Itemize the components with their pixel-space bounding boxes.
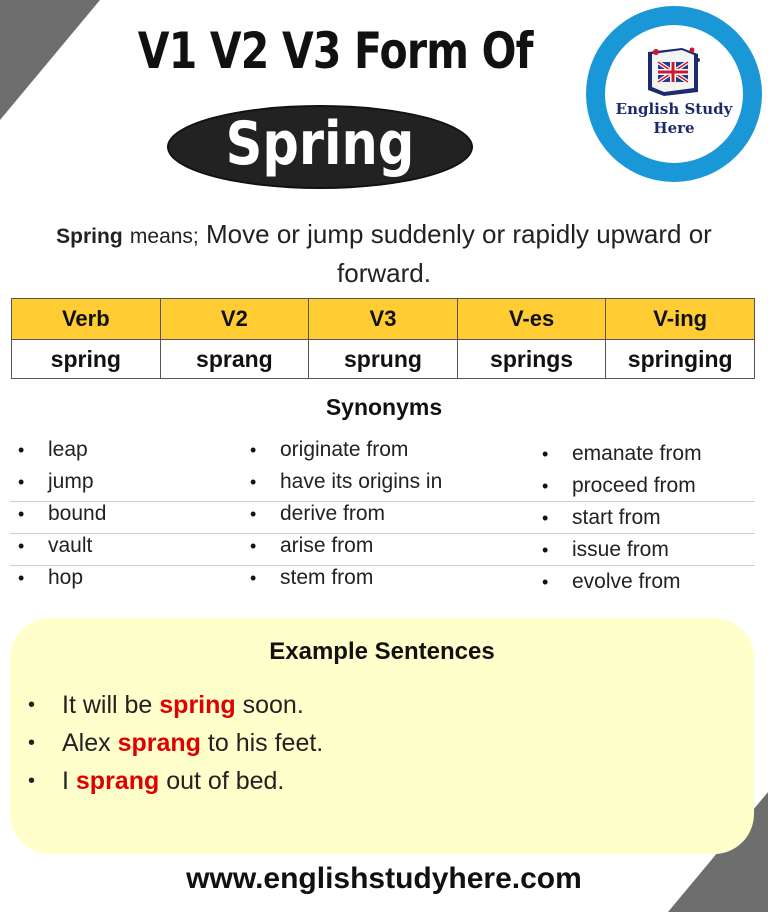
bullet-icon: • <box>18 472 25 492</box>
corner-decoration-top-left <box>0 0 100 120</box>
bullet-icon: • <box>542 572 549 592</box>
bullet-icon: • <box>542 540 549 560</box>
forms-value-row <box>12 340 755 379</box>
synonym-item: • leap <box>10 434 240 466</box>
synonym-item: • jump <box>10 466 240 498</box>
bullet-icon: • <box>28 732 36 754</box>
synonyms-column-1 <box>10 434 240 594</box>
highlighted-verb: sprang <box>117 729 201 757</box>
synonym-item: • start from <box>530 502 758 534</box>
verb-name: Spring <box>225 109 415 179</box>
verb-forms-table <box>11 298 755 379</box>
bullet-icon: • <box>28 770 36 792</box>
highlighted-verb: spring <box>159 691 236 719</box>
bullet-icon: • <box>250 504 257 524</box>
bullet-icon: • <box>250 440 257 460</box>
synonym-item: • evolve from <box>530 566 758 598</box>
logo <box>586 6 762 182</box>
example-sentence: • I sprang out of bed. <box>26 762 323 800</box>
page-title: V1 V2 V3 Form Of <box>137 22 533 80</box>
example-sentence: • Alex sprang to his feet. <box>26 724 323 762</box>
synonym-item: • originate from <box>240 434 530 466</box>
header-verb: Verb <box>12 299 161 340</box>
bullet-icon: • <box>250 536 257 556</box>
meaning-definition: Move or jump suddenly or rapidly upward or forward. <box>206 219 712 288</box>
synonym-item: • derive from <box>240 498 530 530</box>
book-with-uk-flag-icon <box>642 46 706 98</box>
bullet-icon: • <box>250 472 257 492</box>
meaning-text <box>10 216 758 291</box>
synonyms-column-3 <box>530 438 758 598</box>
bullet-icon: • <box>18 568 25 588</box>
bullet-icon: • <box>542 476 549 496</box>
header-v-ing: V-ing <box>606 299 755 340</box>
synonym-item: • have its origins in <box>240 466 530 498</box>
forms-header-row <box>12 299 755 340</box>
synonym-item: • stem from <box>240 562 530 594</box>
value-v3: sprung <box>309 340 458 379</box>
header-v-es: V-es <box>457 299 606 340</box>
bullet-icon: • <box>18 504 25 524</box>
logo-text-line2: Here <box>653 119 695 137</box>
synonym-item: • arise from <box>240 530 530 562</box>
example-sentences-panel <box>10 618 754 854</box>
value-v2: sprang <box>160 340 309 379</box>
synonym-item: • vault <box>10 530 240 562</box>
value-verb: spring <box>12 340 161 379</box>
example-sentence: • It will be spring soon. <box>26 686 323 724</box>
synonym-item: • issue from <box>530 534 758 566</box>
synonyms-title: Synonyms <box>325 394 443 420</box>
synonym-item: • proceed from <box>530 470 758 502</box>
synonym-item: • bound <box>10 498 240 530</box>
header-v2: V2 <box>160 299 309 340</box>
synonyms-column-2 <box>240 434 530 594</box>
bullet-icon: • <box>18 536 25 556</box>
example-sentences-title: Example Sentences <box>269 638 495 665</box>
synonym-item: • emanate from <box>530 438 758 470</box>
bullet-icon: • <box>250 568 257 588</box>
bullet-icon: • <box>542 444 549 464</box>
meaning-label: means; <box>129 225 199 248</box>
bullet-icon: • <box>28 694 36 716</box>
value-v-ing: springing <box>606 340 755 379</box>
bullet-icon: • <box>18 440 25 460</box>
meaning-word: Spring <box>56 225 123 248</box>
header-v3: V3 <box>309 299 458 340</box>
value-v-es: springs <box>457 340 606 379</box>
bullet-icon: • <box>542 508 549 528</box>
example-sentences-list <box>26 686 323 800</box>
highlighted-verb: sprang <box>75 767 160 795</box>
logo-text-line1: English Study <box>615 100 733 118</box>
website-url: www.englishstudyhere.com <box>186 862 582 895</box>
verb-pill <box>167 105 473 189</box>
synonym-item: • hop <box>10 562 240 594</box>
